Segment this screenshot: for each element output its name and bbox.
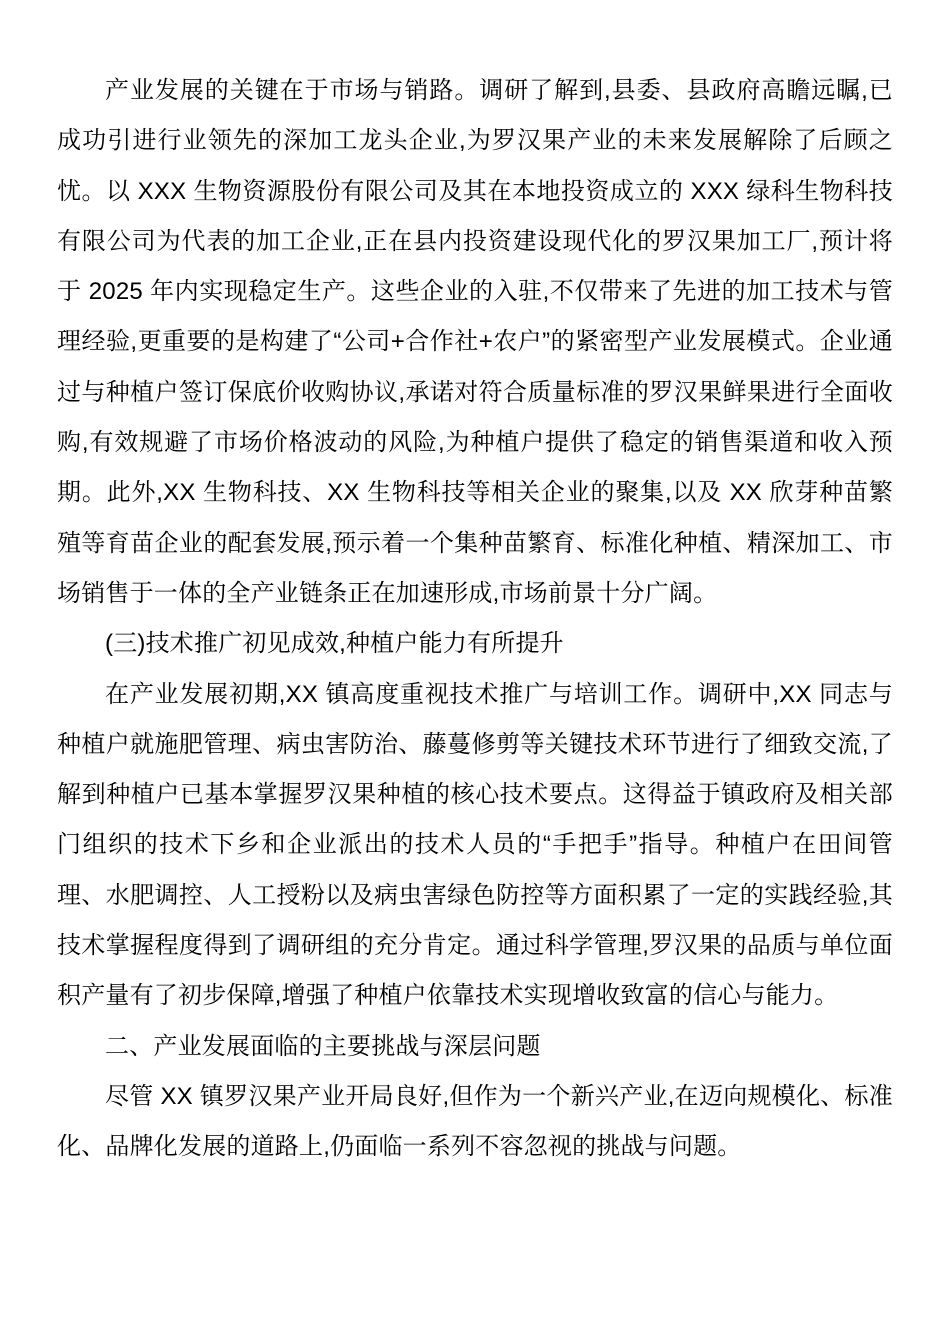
paragraph-market-and-sales: 产业发展的关键在于市场与销路。调研了解到,县委、县政府高瞻远瞩,已成功引进行业领先的深加工龙头企业,为罗汉果产业的未来发展解除了后顾之忧。以 XXX 生物资源股份有限公司及其在本地投资成立的 XXX 绿科生物科技有限公司为代表的加工企业,正在县内投资建设现代化的罗汉果加工厂,预计将于 2025 年内实现稳定生产。这些企业的入驻,不仅带来了先进的加工技术与管理经验,更重要的是构建了“公司+合作社+农户”的紧密型产业发展模式。企业通过与种植户签订保底价收购协议,承诺对符合质量标准的罗汉果鲜果进行全面收购,有效规避了市场价格波动的风险,为种植户提供了稳定的销售渠道和收入预期。此外,XX 生物科技、XX 生物科技等相关企业的聚集,以及 XX 欣芽种苗繁殖等育苗企业的配套发展,预示着一个集种苗繁育、标准化种植、精深加工、市场销售于一体的全产业链条正在加速形成,市场前景十分广阔。 [57,77,893,607]
paragraph-technology-training: 在产业发展初期,XX 镇高度重视技术推广与培训工作。调研中,XX 同志与种植户就施肥管理、病虫害防治、藤蔓修剪等关键技术环节进行了细致交流,了解到种植户已基本掌握罗汉果种植的核心技术要点。这得益于镇政府及相关部门组织的技术下乡和企业派出的技术人员的“手把手”指导。种植户在田间管理、水肥调控、人工授粉以及病虫害绿色防控等方面积累了一定的实践经验,其技术掌握程度得到了调研组的充分肯定。通过科学管理,罗汉果的品质与单位面积产量有了初步保障,增强了种植户依靠技术实现增收致富的信心与能力。 [57,680,893,1010]
section-heading-main-challenges: 二、产业发展面临的主要挑战与深层问题 [105,1032,541,1060]
paragraph-challenges-intro: 尽管 XX 镇罗汉果产业开局良好,但作为一个新兴产业,在迈向规模化、标准化、品牌化发展的道路上,仍面临一系列不容忽视的挑战与问题。 [57,1082,893,1161]
section-heading-technology-promotion: (三)技术推广初见成效,种植户能力有所提升 [105,630,564,658]
document-content [57,66,893,1173]
